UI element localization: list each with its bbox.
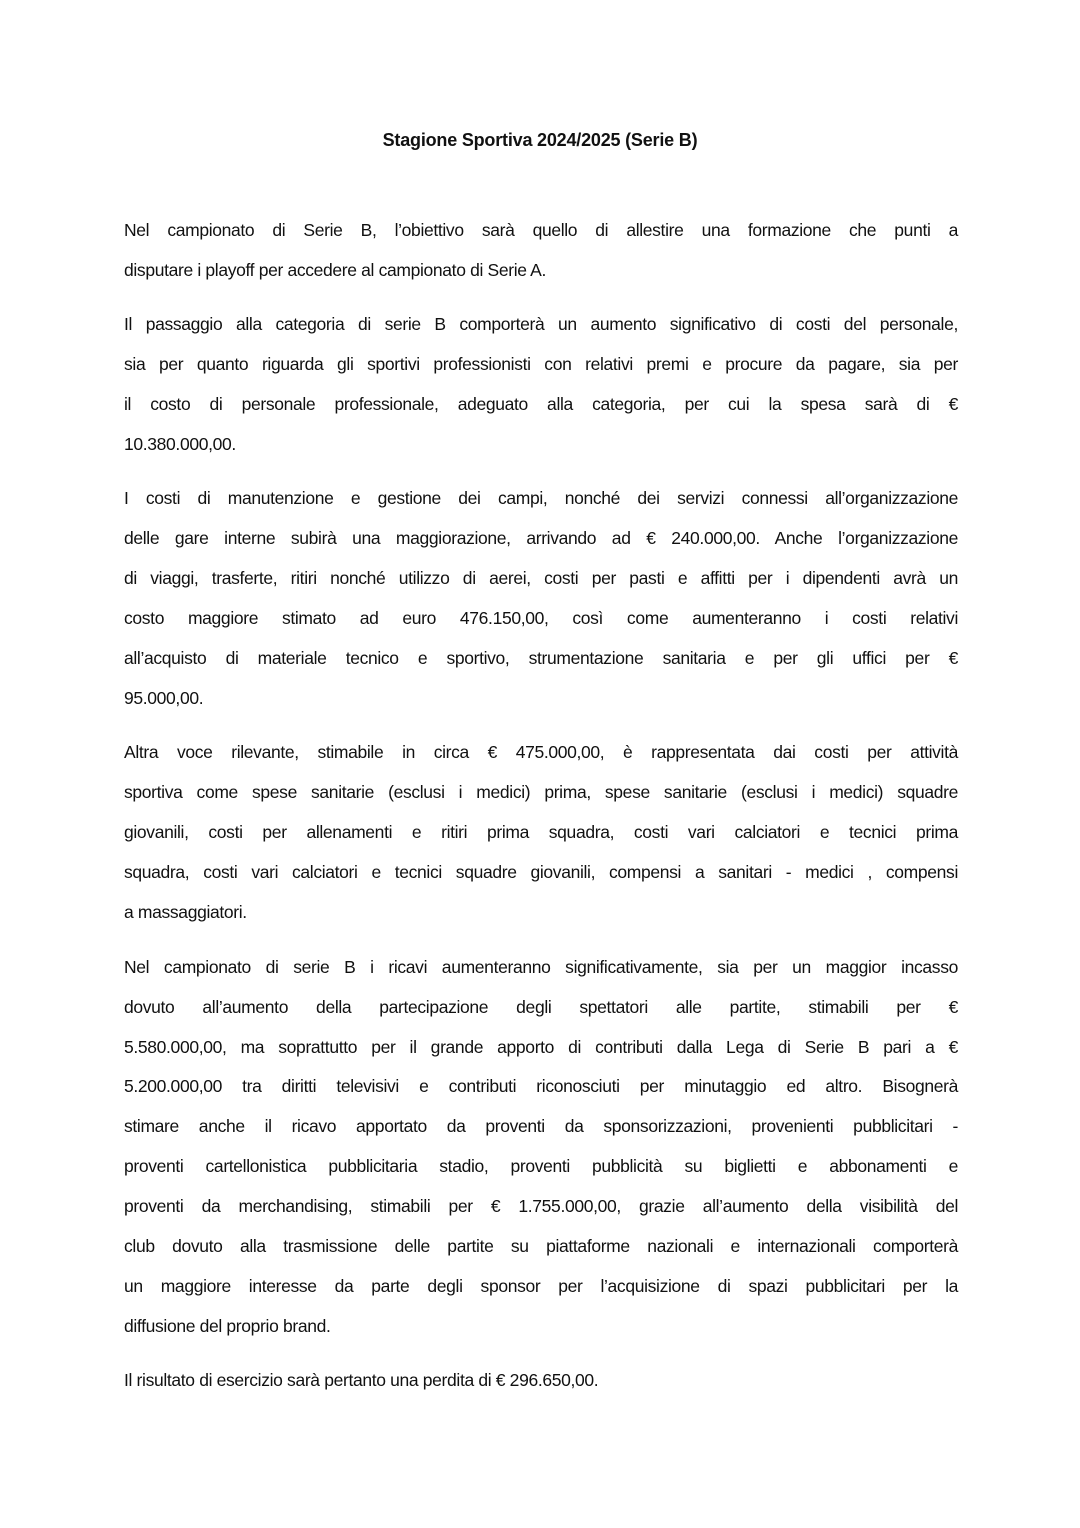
text-line: proventi cartellonistica pubblicitaria stadio, proventi pubblicità su biglietti e abbonamenti e	[124, 1156, 958, 1176]
text-line: dovuto all’aumento della partecipazione degli spettatori alle partite, stimabili per €	[124, 997, 958, 1017]
text-line: Il passaggio alla categoria di serie B comporterà un aumento significativo di costi del personale,	[124, 314, 958, 334]
text-line: sia per quanto riguarda gli sportivi professionisti con relativi premi e procure da pagare, sia per	[124, 354, 958, 374]
text-line: sportiva come spese sanitarie (esclusi i medici) prima, spese sanitarie (esclusi i medici) squadre	[124, 782, 958, 802]
text-line: 5.200.000,00 tra diritti televisivi e contributi riconosciuti per minutaggio ed altro. Bisognerà	[124, 1076, 958, 1096]
text-line: 5.580.000,00, ma soprattutto per il grande apporto di contributi dalla Lega di Serie B pari a €	[124, 1037, 958, 1057]
text-line: costo maggiore stimato ad euro 476.150,00, così come aumenteranno i costi relativi	[124, 608, 958, 628]
text-line: giovanili, costi per allenamenti e ritiri prima squadra, costi vari calciatori e tecnici prima	[124, 822, 958, 842]
text-line: Nel campionato di serie B i ricavi aumenteranno significativamente, sia per un maggior incasso	[124, 957, 958, 977]
text-line: I costi di manutenzione e gestione dei campi, nonché dei servizi connessi all’organizzazione	[124, 488, 958, 508]
text-line: all’acquisto di materiale tecnico e sportivo, strumentazione sanitaria e per gli uffici per €	[124, 648, 958, 668]
text-line: 10.380.000,00.	[124, 434, 236, 454]
text-line: diffusione del proprio brand.	[124, 1316, 331, 1336]
text-line: club dovuto alla trasmissione delle partite su piattaforme nazionali e internazionali comporterà	[124, 1236, 958, 1256]
text-line: squadra, costi vari calciatori e tecnici squadre giovanili, compensi a sanitari - medici , compensi	[124, 862, 958, 882]
text-line: stimare anche il ricavo apportato da proventi da sponsorizzazioni, provenienti pubblicitari -	[124, 1116, 958, 1136]
document-title: Stagione Sportiva 2024/2025 (Serie B)	[382, 130, 698, 150]
text-line: Nel campionato di Serie B, l’obiettivo sarà quello di allestire una formazione che punti a	[124, 220, 958, 240]
text-line: 95.000,00.	[124, 688, 204, 708]
text-line: Il risultato di esercizio sarà pertanto una perdita di € 296.650,00.	[124, 1370, 599, 1390]
text-line: disputare i playoff per accedere al campionato di Serie A.	[124, 260, 547, 280]
text-line: di viaggi, trasferte, ritiri nonché utilizzo di aerei, costi per pasti e affitti per i dipendenti avrà un	[124, 568, 958, 588]
text-line: il costo di personale professionale, adeguato alla categoria, per cui la spesa sarà di €	[124, 394, 958, 414]
text-line: a massaggiatori.	[124, 902, 247, 922]
text-line: delle gare interne subirà una maggiorazione, arrivando ad € 240.000,00. Anche l’organizzazione	[124, 528, 958, 548]
text-line: un maggiore interesse da parte degli sponsor per l’acquisizione di spazi pubblicitari per la	[124, 1276, 958, 1296]
text-line: Altra voce rilevante, stimabile in circa € 475.000,00, è rappresentata dai costi per attività	[124, 742, 958, 762]
text-line: proventi da merchandising, stimabili per € 1.755.000,00, grazie all’aumento della visibilità del	[124, 1196, 958, 1216]
